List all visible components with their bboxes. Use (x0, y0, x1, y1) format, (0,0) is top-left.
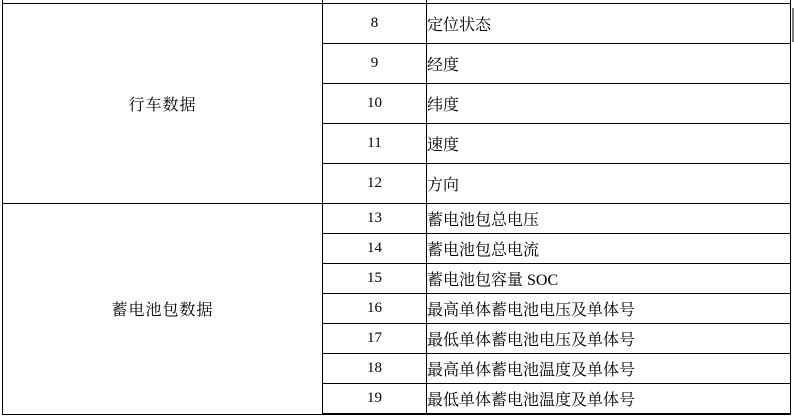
row-desc-cell: 定位状态 (427, 4, 791, 44)
row-number-cell: 12 (323, 164, 427, 204)
row-number-cell: 18 (323, 354, 427, 384)
row-number-cell: 11 (323, 124, 427, 164)
row-number-cell: 14 (323, 234, 427, 264)
row-number-cell: 17 (323, 324, 427, 354)
row-number-cell: 13 (323, 204, 427, 234)
row-number-cell: 15 (323, 264, 427, 294)
table-row (3, 4, 791, 44)
row-number-cell: 10 (323, 84, 427, 124)
row-desc-cell: 蓄电池包总电流 (427, 234, 791, 264)
row-desc-cell: 方向 (427, 164, 791, 204)
row-number-cell: 9 (323, 44, 427, 84)
row-number-cell: 16 (323, 294, 427, 324)
category-cell-battery-pack-data: 蓄电池包数据 (3, 204, 323, 415)
row-desc-cell: 纬度 (427, 84, 791, 124)
row-number-cell: 8 (323, 4, 427, 44)
row-desc-cell: 最高单体蓄电池电压及单体号 (427, 294, 791, 324)
category-cell-driving-data: 行车数据 (3, 4, 323, 204)
row-number-cell: 19 (323, 384, 427, 415)
row-desc-cell: 最低单体蓄电池温度及单体号 (427, 384, 791, 415)
table-row (3, 204, 791, 234)
row-desc-cell: 最高单体蓄电池温度及单体号 (427, 354, 791, 384)
row-desc-cell: 蓄电池包容量 SOC (427, 264, 791, 294)
row-desc-cell: 蓄电池包总电压 (427, 204, 791, 234)
data-spec-table (2, 0, 791, 415)
row-desc-cell: 经度 (427, 44, 791, 84)
row-desc-cell: 最低单体蓄电池电压及单体号 (427, 324, 791, 354)
row-desc-cell: 速度 (427, 124, 791, 164)
